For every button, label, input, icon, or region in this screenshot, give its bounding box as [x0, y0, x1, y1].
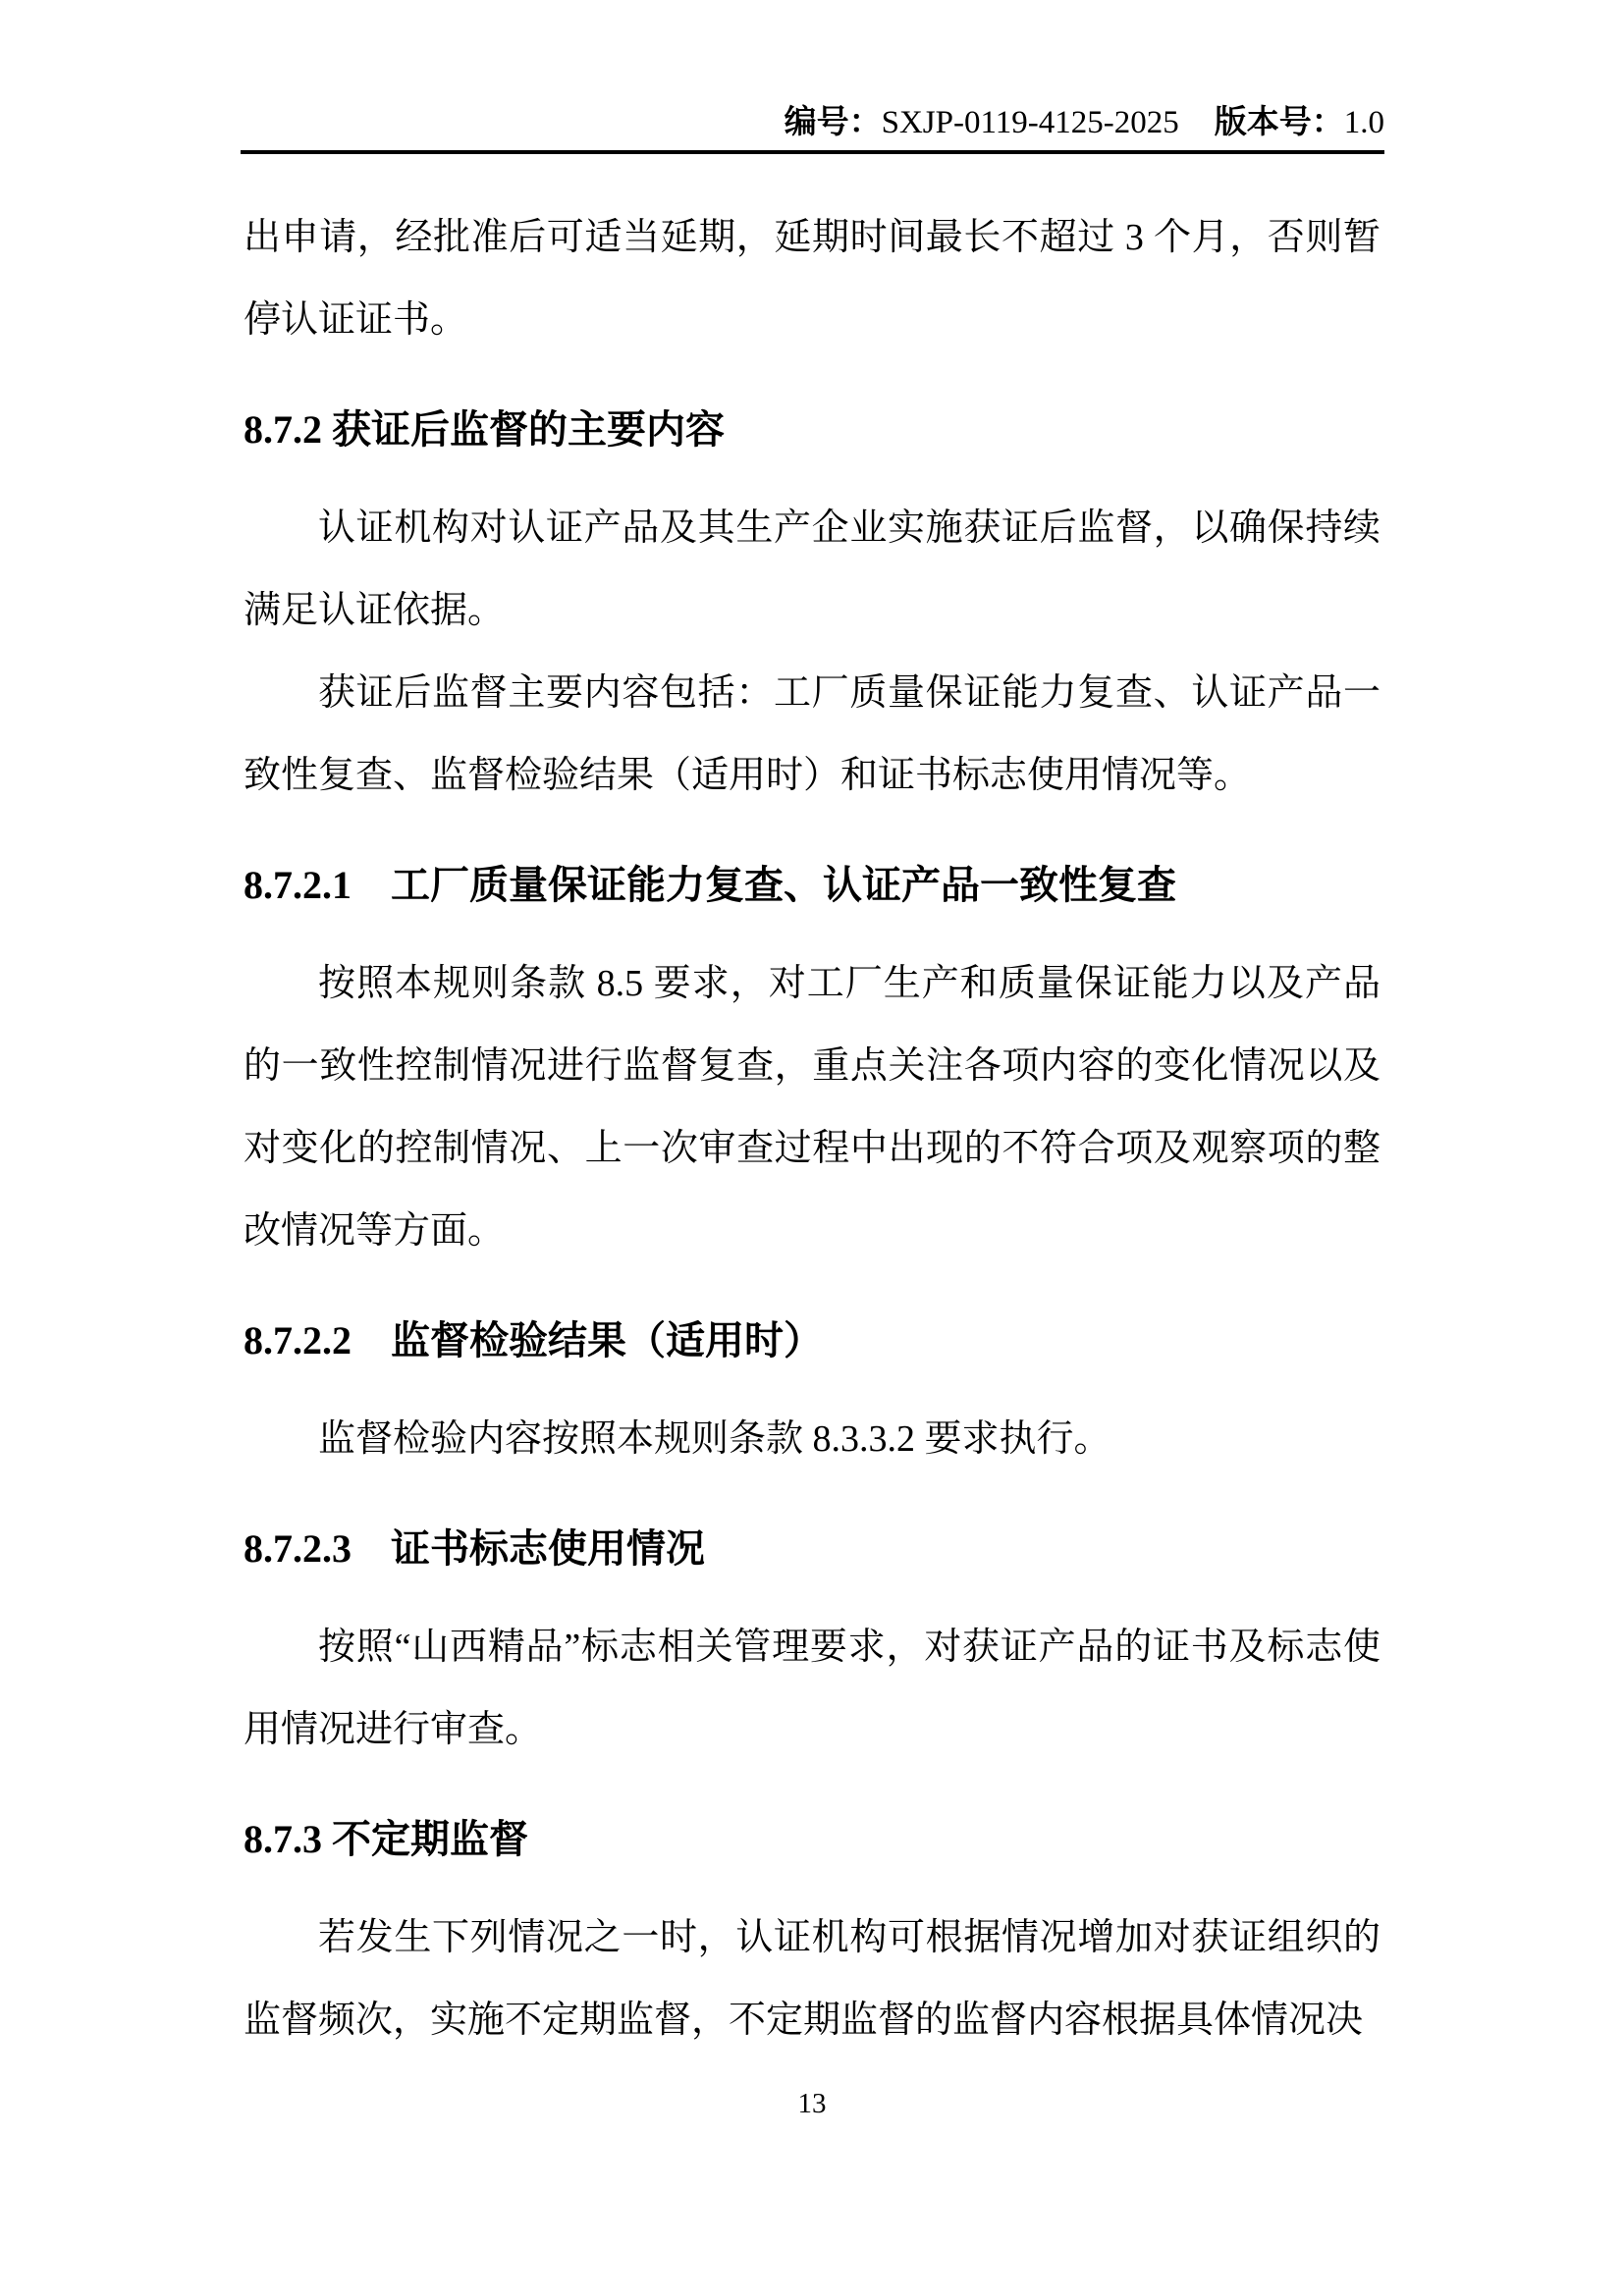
page-number: 13: [797, 2088, 827, 2119]
section-heading-8-7-2: 8.7.2 获证后监督的主要内容: [244, 407, 725, 452]
version-value: 1.0: [1343, 105, 1384, 140]
paragraph: 按照“山西精品”标志相关管理要求，对获证产品的证书及标志使用情况进行审查。: [244, 1627, 1380, 1750]
paragraph: 监督检验内容按照本规则条款 8.3.3.2 要求执行。: [318, 1418, 1111, 1460]
paragraph: 若发生下列情况之一时，认证机构可根据情况增加对获证组织的监督频次，实施不定期监督，不定期监督的监督内容根据具体情况决: [244, 1917, 1380, 2041]
page-header: [241, 102, 1384, 154]
doc-number-label: 编号：: [784, 105, 882, 140]
section-heading-8-7-3: 8.7.3 不定期监督: [244, 1817, 528, 1861]
paragraph: 按照本规则条款 8.5 要求，对工厂生产和质量保证能力以及产品的一致性控制情况进行监督复查，重点关注各项内容的变化情况以及对变化的控制情况、上一次审查过程中出现的不符合项及观察项的整改情况等方面。: [244, 963, 1380, 1252]
paragraph-continuation: 出申请，经批准后可适当延期，延期时间最长不超过 3 个月，否则暂停认证证书。: [244, 217, 1380, 341]
doc-number-value: SXJP-0119-4125-2025: [881, 105, 1179, 140]
paragraph: 获证后监督主要内容包括：工厂质量保证能力复查、认证产品一致性复查、监督检验结果（适用时）和证书标志使用情况等。: [244, 672, 1380, 796]
section-heading-8-7-2-2: 8.7.2.2 监督检验结果（适用时）: [244, 1318, 823, 1362]
paragraph: 认证机构对认证产品及其生产企业实施获证后监督，以确保持续满足认证依据。: [244, 507, 1380, 631]
section-heading-8-7-2-3: 8.7.2.3 证书标志使用情况: [244, 1526, 705, 1571]
page-footer: [0, 2087, 1624, 2120]
document-body: [244, 196, 1380, 2061]
version-label: 版本号：: [1214, 105, 1344, 140]
section-heading-8-7-2-1: 8.7.2.1 工厂质量保证能力复查、认证产品一致性复查: [244, 863, 1176, 907]
